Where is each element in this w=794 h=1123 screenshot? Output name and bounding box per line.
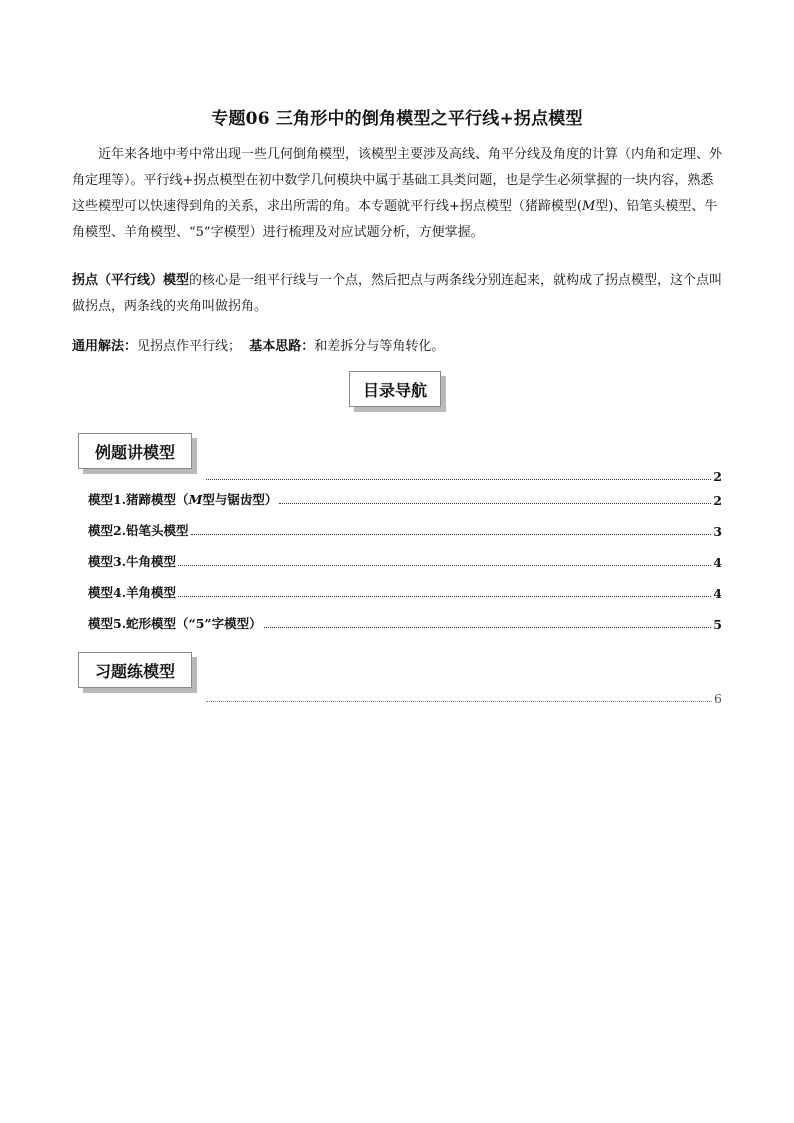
toc-leader-dots: [206, 701, 712, 702]
section-examples-heading: 例题讲模型: [78, 433, 192, 469]
toc-page-number: 4: [713, 555, 722, 570]
toc-entry-model-4[interactable]: [88, 583, 722, 601]
toc-page-number: 4: [713, 586, 722, 601]
definition-paragraph: [72, 268, 724, 320]
intro-italic-m: M: [581, 199, 596, 214]
definition-term: 拐点（平行线）模型: [72, 273, 190, 288]
method-label: 通用解法：: [72, 339, 138, 354]
toc-entry-model-5[interactable]: [88, 614, 722, 632]
method-text: 见拐点作平行线；: [137, 339, 242, 354]
toc-leader-dots: [178, 565, 711, 566]
toc-entry-label: 模型5.蛇形模型（“5”字模型）: [88, 616, 262, 631]
toc-entry-label: 模型3.牛角模型: [88, 554, 177, 569]
toc-entry-model-2[interactable]: [88, 521, 722, 539]
section-exercises-heading: 习题练模型: [78, 652, 192, 688]
toc-italic-m: M: [188, 492, 203, 507]
toc-page-number: 5: [713, 617, 722, 632]
toc-entry-label: 模型1.猪蹄模型（M型与锯齿型）: [88, 492, 278, 507]
toc-entry-exercises[interactable]: [204, 688, 722, 706]
intro-paragraph: [72, 142, 724, 246]
toc-leader-dots: [264, 627, 712, 628]
toc-entry-label: 模型4.羊角模型: [88, 585, 177, 600]
toc-page-number: 2: [713, 493, 722, 508]
toc-entry-label: 模型2.铅笔头模型: [88, 523, 189, 538]
idea-label: 基本思路：: [249, 339, 315, 354]
toc-page-number: 2: [713, 469, 722, 484]
definition-text: 的核心是一组平行线与一个点，然后把点与两条线分别连起来，就构成了拐点模型，这个点叫做拐点，两条线的夹角叫做拐角。: [72, 273, 723, 314]
toc-entry-model-3[interactable]: [88, 552, 722, 570]
method-paragraph: [72, 334, 724, 360]
intro-text-end: 型)、铅笔头模型、牛角模型、羊角模型、“5”字模型）进行梳理及对应试题分析，方便掌握。: [72, 199, 718, 240]
toc-heading: 目录导航: [349, 371, 441, 407]
toc-page-number: 6: [714, 691, 722, 706]
toc-page-number: 3: [713, 524, 722, 539]
page-title: 专题06 三角形中的倒角模型之平行线+拐点模型: [211, 109, 583, 129]
toc-entry-model-1[interactable]: [88, 490, 722, 508]
toc-leader-dots: [206, 479, 711, 480]
toc-entry-examples[interactable]: [204, 466, 722, 484]
toc-leader-dots: [279, 503, 711, 504]
toc-leader-dots: [191, 534, 712, 535]
intro-text: 近年来各地中考中常出现一些几何倒角模型，该模型主要涉及高线、角平分线及角度的计算（内角和定理、外角定理等）。平行线+拐点模型在初中数学几何模块中属于基础工具类问题，也是学生必须掌握的一块内容，熟悉这些模型可以快速得到角的关系，求出所需的角。本专题就平行线+拐点模型（猪蹄模型(: [72, 147, 723, 214]
toc-leader-dots: [178, 596, 711, 597]
idea-text: 和差拆分与等角转化。: [314, 339, 445, 354]
